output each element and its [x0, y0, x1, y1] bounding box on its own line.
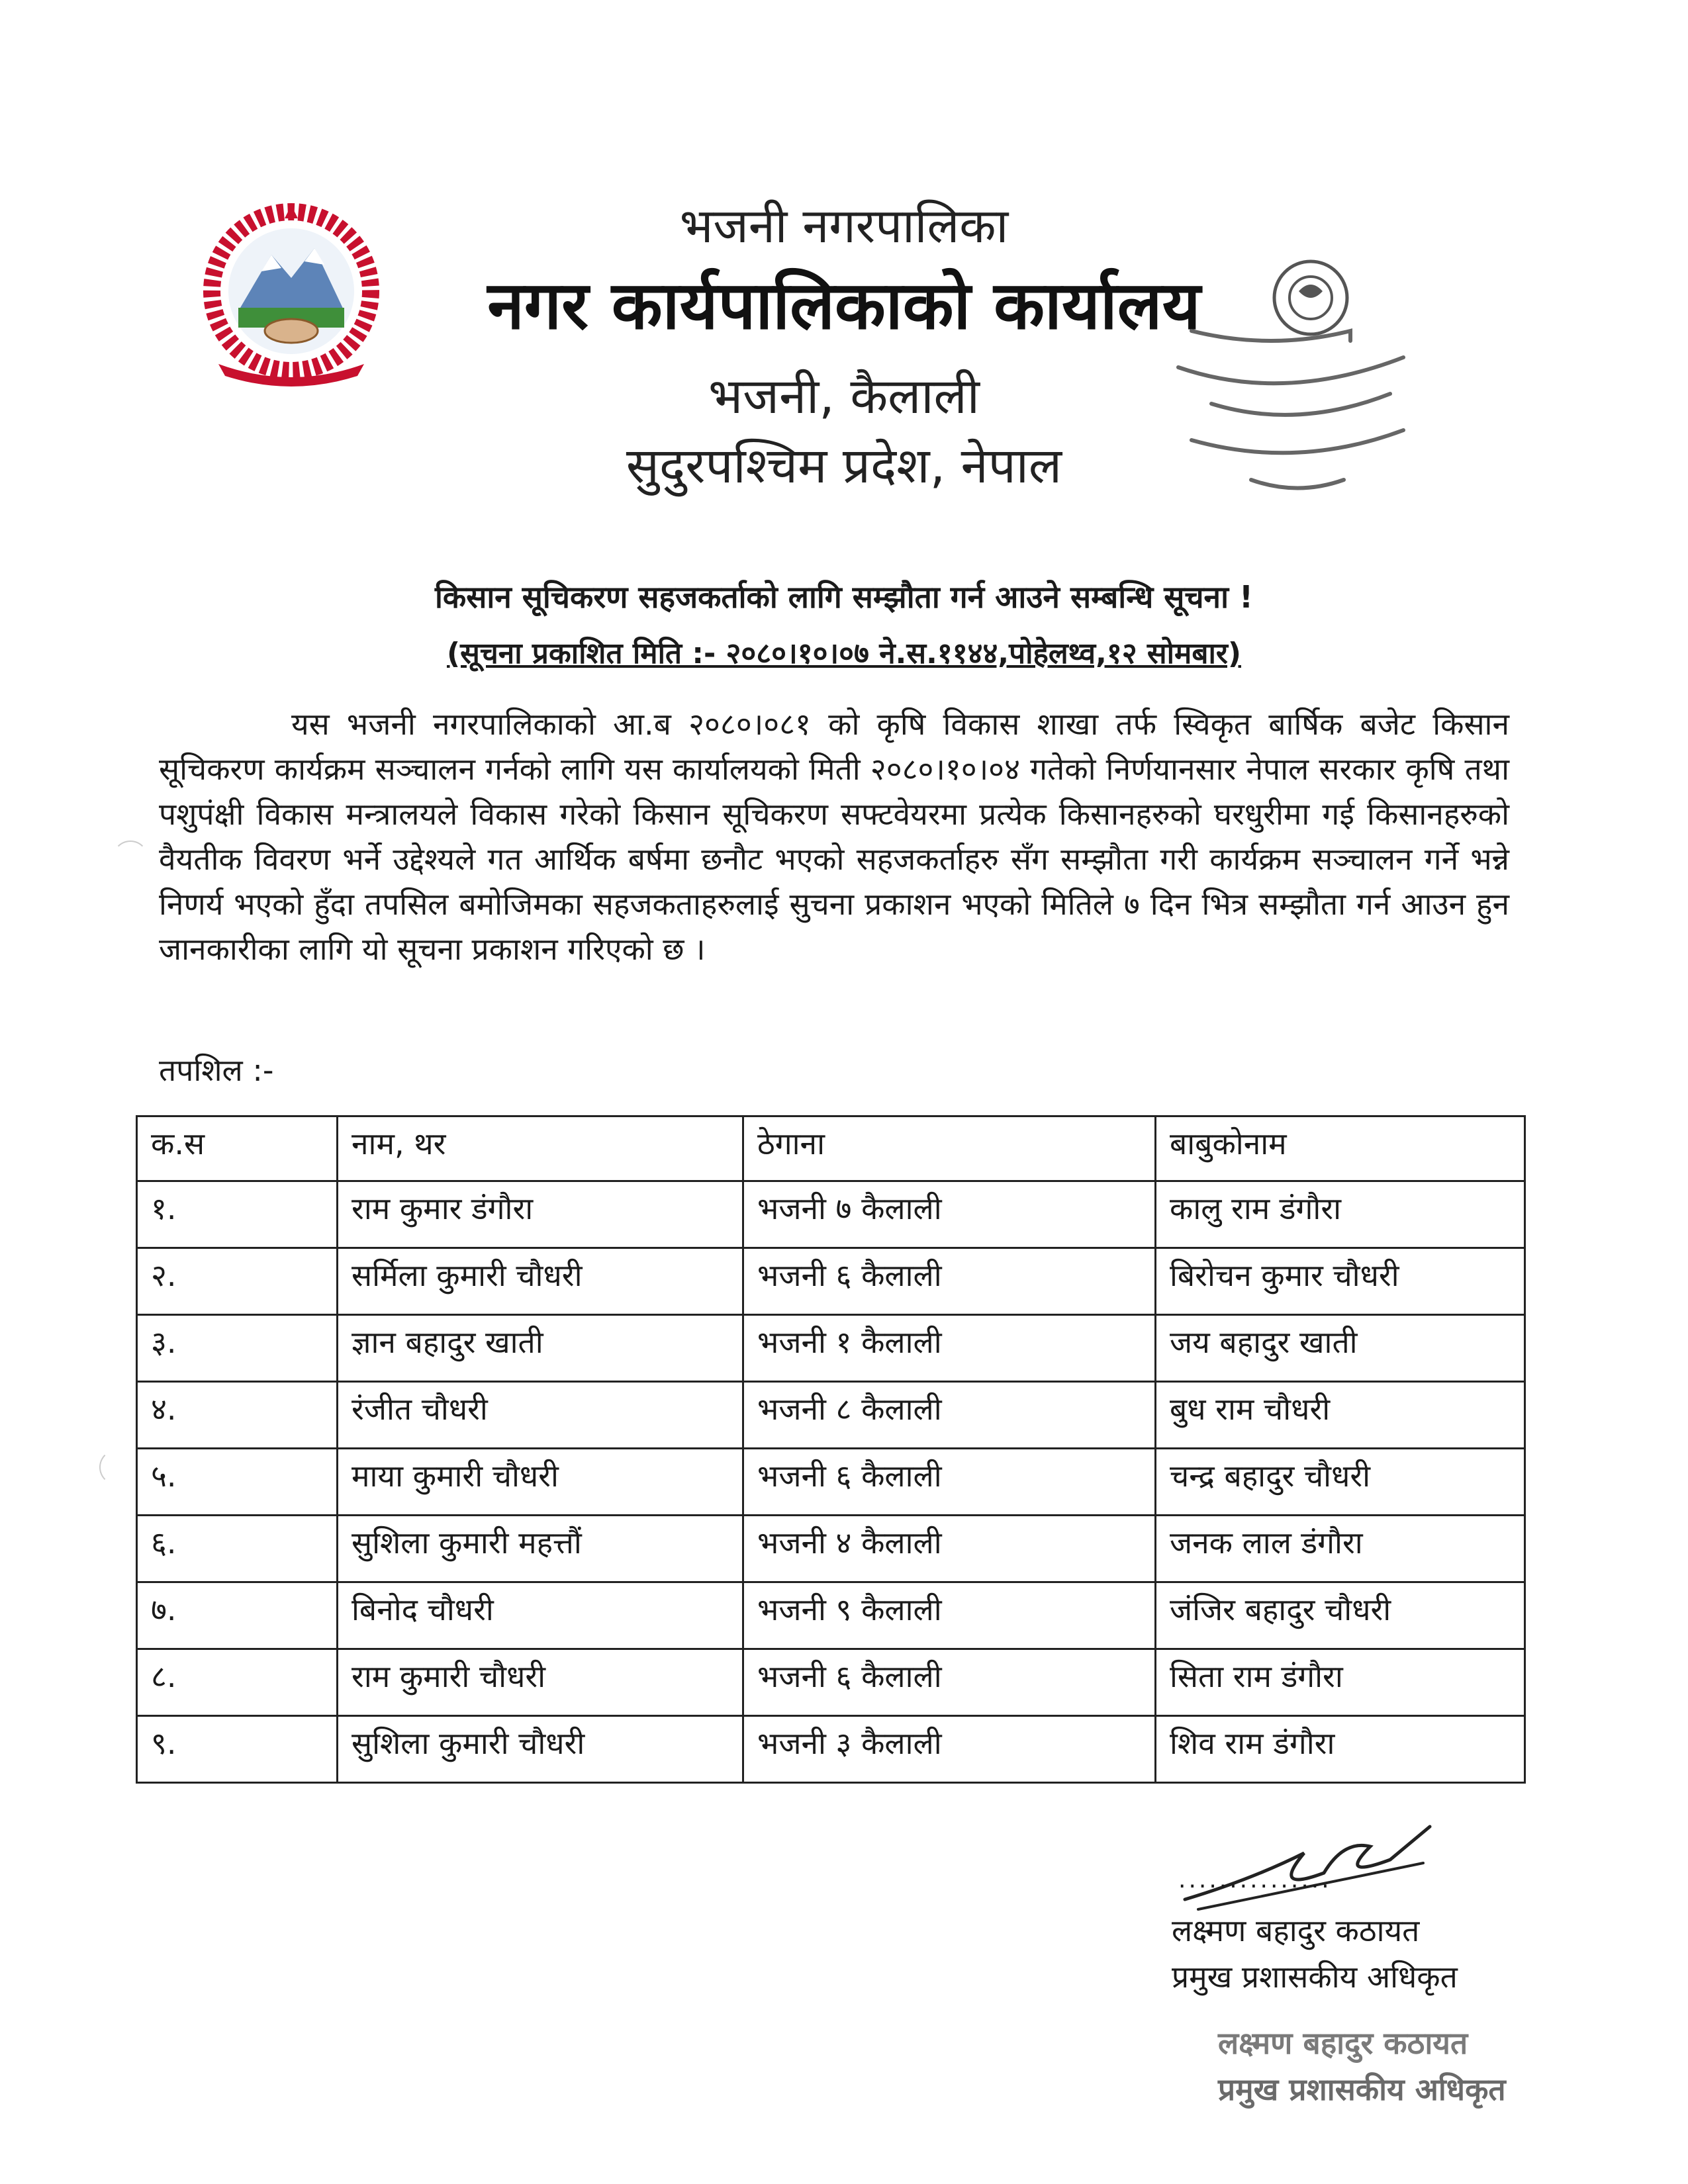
- cell-name: सुशिला कुमारी चौधरी: [338, 1716, 743, 1783]
- table-row: [137, 1382, 1525, 1449]
- cell-serial: ९.: [137, 1716, 338, 1783]
- cell-name: सुशिला कुमारी महत्तौं: [338, 1516, 743, 1582]
- signature-line: ...............: [1178, 1866, 1332, 1893]
- office-location: भजनी, कैलाली: [708, 368, 980, 425]
- cell-address: भजनी ७ कैलाली: [743, 1181, 1156, 1248]
- cell-father-name: शिव राम डंगौरा: [1156, 1716, 1525, 1783]
- cell-address: भजनी ६ कैलाली: [743, 1649, 1156, 1716]
- header-father-name: बाबुकोनाम: [1156, 1116, 1525, 1181]
- municipality-name: भजनी नगरपालिका: [679, 198, 1009, 253]
- municipality-seal-icon: [1152, 251, 1456, 529]
- office-province: सुदुरपश्चिम प्रदेश, नेपाल: [626, 437, 1062, 494]
- cell-serial: ७.: [137, 1582, 338, 1649]
- header-address: ठेगाना: [743, 1116, 1156, 1181]
- table-row: [137, 1449, 1525, 1516]
- notice-body: यस भजनी नगरपालिकाको आ.ब २०८०।०८१ को कृषि विकास शाखा तर्फ स्विकृत बार्षिक बजेट किसान सूचिकरण कार्यक्रम सञ्चालन गर्नको लागि यस कार्यालयको मिती २०८०।१०।०४ गतेको निर्णयानसार नेपाल सरकार कृषि तथा पशुपंक्षी विकास मन्त्रालयले विकास गरेको किसान सूचिकरण सफ्टवेयरमा प्रत्येक किसानहरुको घरधुरीमा गई किसानहरुको वैयतीक विवरण भर्ने उद्देश्यले गत आर्थिक बर्षमा छनौट भएको सहजकर्ताहरु सँग सम्झौता गरी कार्यक्रम सञ्चालन गर्ने भन्ने निणर्य भएको हुँदा तपसिल बमोजिमका सहजकताहरुलाई सुचना प्रकाशन भएको मितिले ७ दिन भित्र सम्झौता गर्न आउन हुन जानकारीका लागि यो सूचना प्रकाशन गरिएको छ ।: [159, 706, 1509, 967]
- notice-date-text: (सूचना प्रकाशित मिति :- २०८०।१०।०७ ने.स.११४४,पोहेलथ्व,१२ सोमबार): [447, 637, 1241, 670]
- cell-father-name: चन्द्र बहादुर चौधरी: [1156, 1449, 1525, 1516]
- signature-icon: [1172, 1800, 1450, 1919]
- header-name: नाम, थर: [338, 1116, 743, 1181]
- stamp-officer-title: प्रमुख प्रशासकीय अधिकृत: [1218, 2071, 1506, 2107]
- punch-hole-mark: [113, 841, 148, 876]
- cell-name: सर्मिला कुमारी चौधरी: [338, 1248, 743, 1315]
- cell-address: भजनी ३ कैलाली: [743, 1716, 1156, 1783]
- table-header-row: [137, 1116, 1525, 1181]
- cell-name: राम कुमार डंगौरा: [338, 1181, 743, 1248]
- facilitator-table: [136, 1115, 1526, 1784]
- office-name: नगर कार्यपालिकाको कार्यालय: [487, 267, 1201, 344]
- cell-address: भजनी ९ कैलाली: [743, 1582, 1156, 1649]
- cell-address: भजनी १ कैलाली: [743, 1315, 1156, 1382]
- cell-serial: ३.: [137, 1315, 338, 1382]
- officer-name: लक्ष्मण बहादुर कठायत: [1172, 1913, 1420, 1948]
- table-row: [137, 1716, 1525, 1783]
- cell-father-name: जनक लाल डंगौरा: [1156, 1516, 1525, 1582]
- cell-father-name: जंजिर बहादुर चौधरी: [1156, 1582, 1525, 1649]
- table-row: [137, 1582, 1525, 1649]
- stamp-officer-name: लक्ष्मण बहादुर कठायत: [1218, 2025, 1468, 2061]
- cell-address: भजनी ६ कैलाली: [743, 1449, 1156, 1516]
- table-row: [137, 1248, 1525, 1315]
- officer-title: प्रमुख प्रशासकीय अधिकृत: [1172, 1959, 1458, 1995]
- tapashil-label: तपशिल :-: [159, 1052, 274, 1088]
- table-row: [137, 1315, 1525, 1382]
- cell-father-name: बुध राम चौधरी: [1156, 1382, 1525, 1449]
- cell-address: भजनी ४ कैलाली: [743, 1516, 1156, 1582]
- cell-name: बिनोद चौधरी: [338, 1582, 743, 1649]
- cell-serial: २.: [137, 1248, 338, 1315]
- cell-serial: ८.: [137, 1649, 338, 1716]
- cell-father-name: बिरोचन कुमार चौधरी: [1156, 1248, 1525, 1315]
- table-row: [137, 1181, 1525, 1248]
- header-serial: क.स: [137, 1116, 338, 1181]
- cell-serial: ६.: [137, 1516, 338, 1582]
- notice-date: [0, 632, 1688, 672]
- punch-hole-mark: [99, 1449, 135, 1485]
- cell-name: राम कुमारी चौधरी: [338, 1649, 743, 1716]
- cell-serial: १.: [137, 1181, 338, 1248]
- cell-father-name: सिता राम डंगौरा: [1156, 1649, 1525, 1716]
- cell-father-name: कालु राम डंगौरा: [1156, 1181, 1525, 1248]
- cell-name: ज्ञान बहादुर खाती: [338, 1315, 743, 1382]
- cell-serial: ५.: [137, 1449, 338, 1516]
- cell-name: रंजीत चौधरी: [338, 1382, 743, 1449]
- table-row: [137, 1516, 1525, 1582]
- cell-address: भजनी ६ कैलाली: [743, 1248, 1156, 1315]
- cell-father-name: जय बहादुर खाती: [1156, 1315, 1525, 1382]
- cell-name: माया कुमारी चौधरी: [338, 1449, 743, 1516]
- notice-title: किसान सूचिकरण सहजकर्ताको लागि सम्झौता गर्न आउने सम्बन्धि सूचना !: [435, 579, 1253, 615]
- table-row: [137, 1649, 1525, 1716]
- cell-serial: ४.: [137, 1382, 338, 1449]
- cell-address: भजनी ८ कैलाली: [743, 1382, 1156, 1449]
